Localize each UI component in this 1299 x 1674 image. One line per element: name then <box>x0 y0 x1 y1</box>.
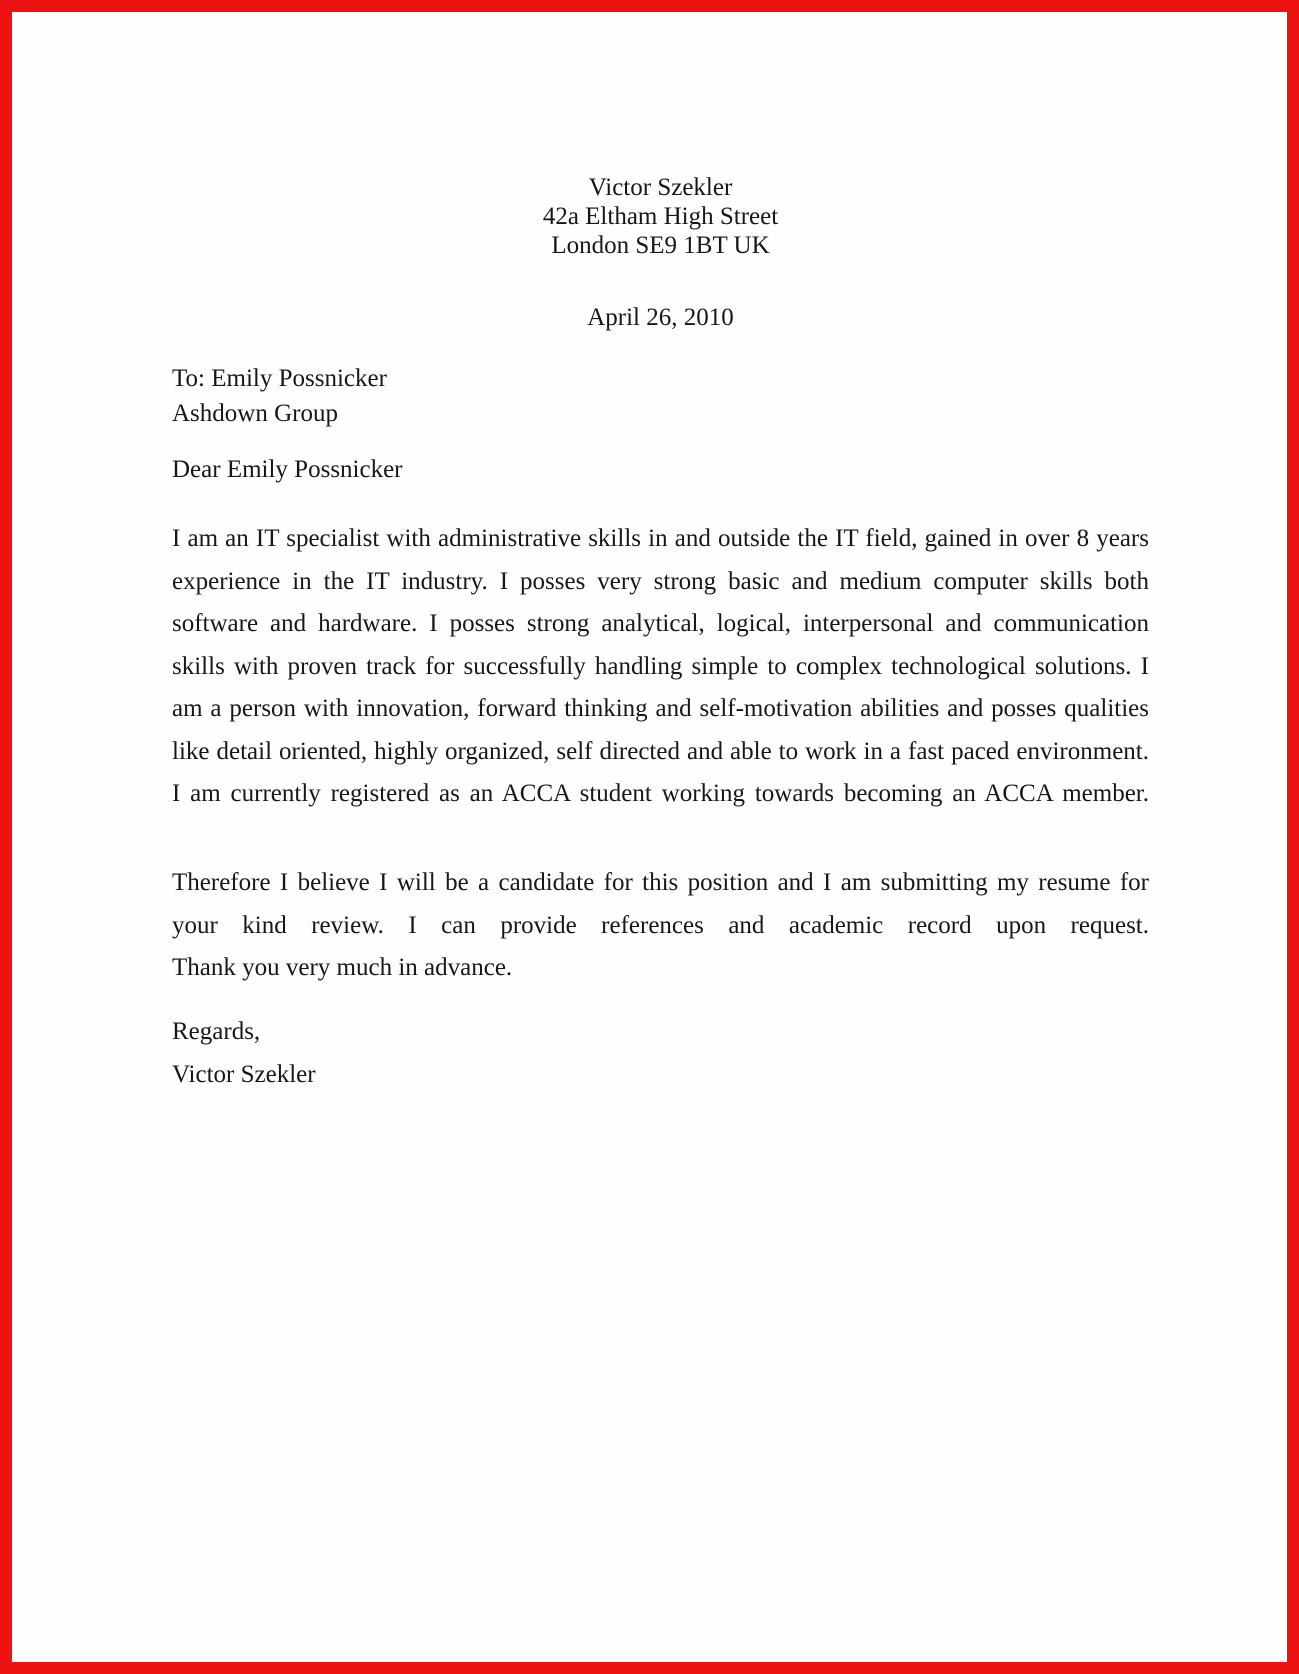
body-line: skills with proven track for successfully handling simple to complex technological solutions. I <box>172 652 1149 680</box>
sender-name: Victor Szekler <box>588 174 733 201</box>
body-line: your kind review. I can provide references and academic record upon request. <box>172 911 1149 939</box>
body-line: I am currently registered as an ACCA student working towards becoming an ACCA member. <box>172 780 1149 807</box>
body-line: am a person with innovation, forward thinking and self-motivation abilities and posses qualities <box>172 695 1149 722</box>
recipient-block <box>172 361 1149 431</box>
closing-valediction: Regards, <box>172 1018 261 1045</box>
body-line: software and hardware. I posses strong analytical, logical, interpersonal and communication <box>172 610 1149 637</box>
letter-date: April 26, 2010 <box>587 304 734 331</box>
body-paragraph-2 <box>172 862 1149 990</box>
salutation: Dear Emily Possnicker <box>172 456 403 483</box>
recipient-organization: Ashdown Group <box>172 400 338 427</box>
body-paragraph-1 <box>172 518 1149 816</box>
body-line: like detail oriented, highly organized, self directed and able to work in a fast paced environment. <box>172 737 1149 765</box>
recipient-to-line: To: Emily Possnicker <box>172 365 387 392</box>
body-line: I am an IT specialist with administrative skills in and outside the IT field, gained in over 8 years <box>172 525 1149 552</box>
sender-city: London SE9 1BT UK <box>551 232 770 259</box>
sender-block <box>172 173 1149 260</box>
sender-street: 42a Eltham High Street <box>542 203 779 230</box>
closing-block <box>172 1011 1149 1096</box>
body-line: Thank you very much in advance. <box>172 954 513 981</box>
body-line: Therefore I believe I will be a candidate for this position and I am submitting my resume for <box>172 869 1149 896</box>
closing-signature: Victor Szekler <box>172 1060 316 1088</box>
body-line: experience in the IT industry. I posses very strong basic and medium computer skills both <box>172 567 1149 595</box>
